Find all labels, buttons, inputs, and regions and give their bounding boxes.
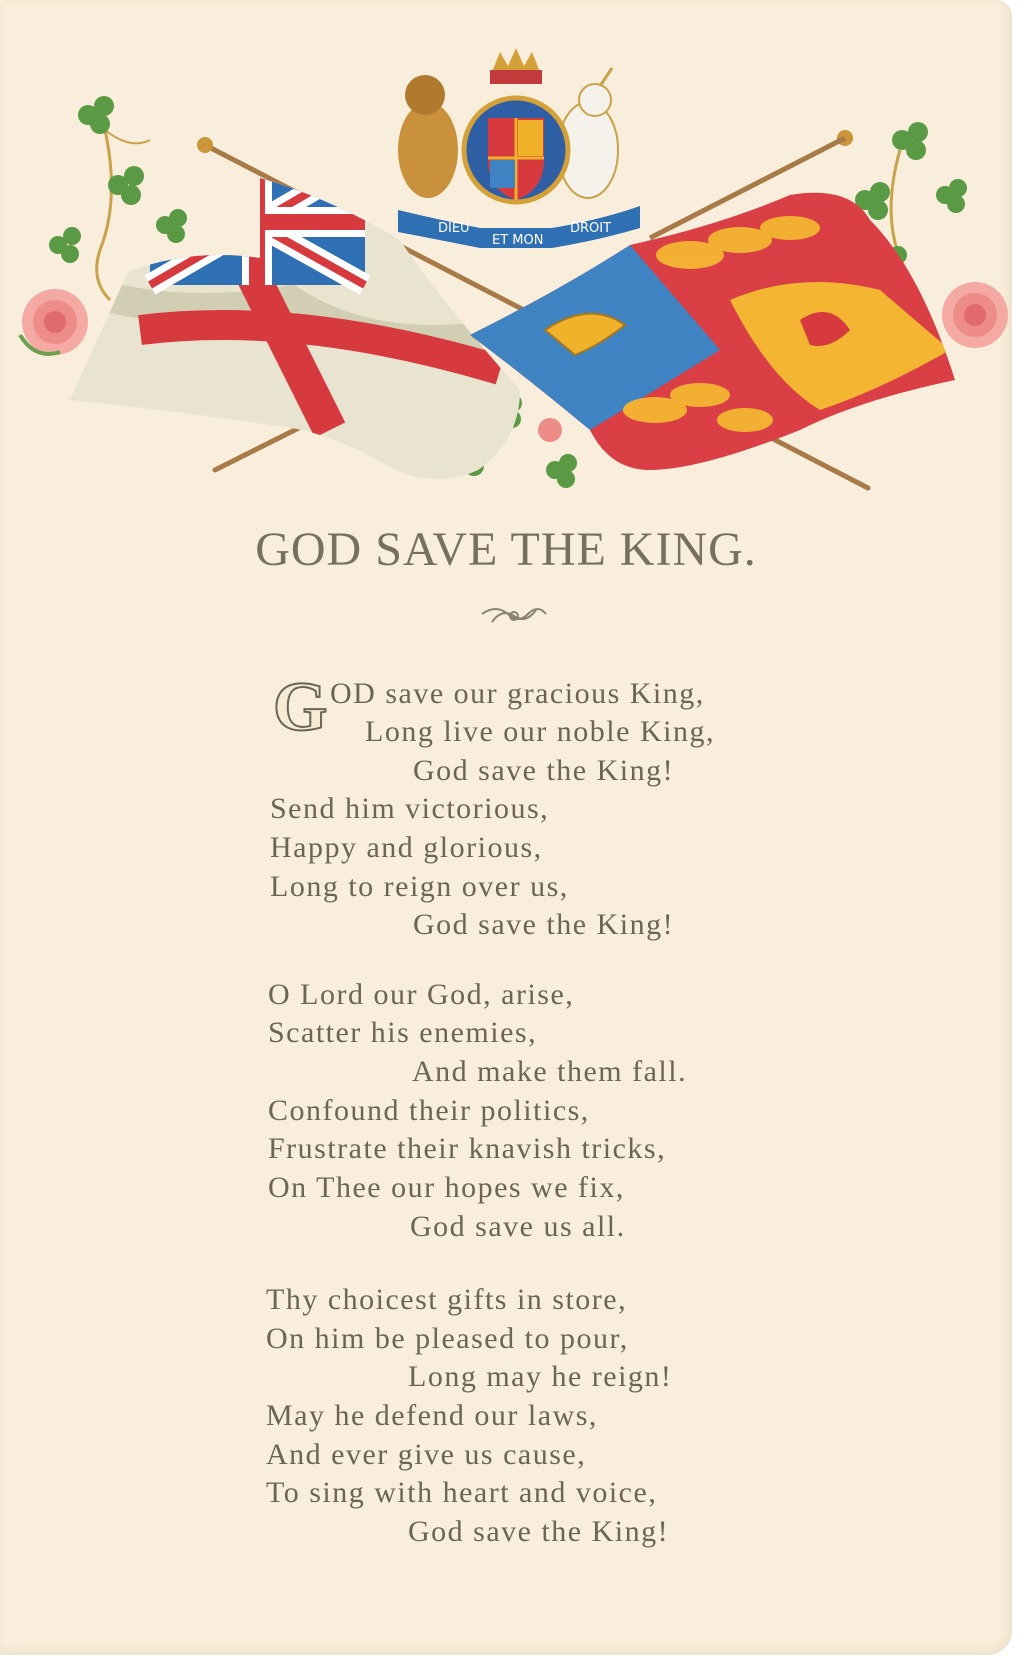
verse-line: God save the King! — [413, 754, 675, 787]
verse-line: On him be pleased to pour, — [266, 1322, 629, 1355]
verse-line: Confound their politics, — [268, 1094, 590, 1127]
verse-line: God save us all. — [410, 1210, 626, 1243]
verse-line: God save the King! — [413, 908, 675, 941]
motto-right: DROIT — [570, 221, 612, 236]
crossed-flags-illustration — [0, 0, 1012, 510]
drop-cap: G — [273, 669, 328, 746]
verse-line: Send him victorious, — [270, 792, 550, 825]
verse-line: Long live our noble King, — [365, 715, 715, 748]
verse-line: OD save our gracious King, — [330, 677, 705, 710]
verse-line: To sing with heart and voice, — [266, 1476, 658, 1509]
motto-ribbon — [398, 206, 640, 248]
verse-line: And make them fall. — [412, 1055, 688, 1088]
verse-line: Long to reign over us, — [270, 870, 569, 903]
verse-line: On Thee our hopes we fix, — [268, 1171, 625, 1204]
verse-line: Scatter his enemies, — [268, 1016, 538, 1049]
verse-line: Thy choicest gifts in store, — [266, 1283, 628, 1316]
knot-ornament-icon — [478, 600, 550, 630]
rose-left-icon — [20, 289, 88, 355]
verse-line: God save the King! — [408, 1515, 670, 1548]
verse-line: Happy and glorious, — [270, 831, 543, 864]
verse-line: Long may he reign! — [408, 1360, 673, 1393]
royal-coat-of-arms-icon — [398, 48, 618, 202]
verse-line: O Lord our God, arise, — [268, 978, 575, 1011]
motto-left: DIEU — [438, 221, 470, 236]
verse-line: May he defend our laws, — [266, 1399, 598, 1432]
white-ensign-flag — [60, 160, 530, 500]
page-title: GOD SAVE THE KING. — [255, 523, 757, 576]
verse-line: Frustrate their knavish tricks, — [268, 1132, 667, 1165]
motto-center: ET MON — [492, 233, 544, 248]
rose-right-icon — [942, 282, 1008, 348]
verse-line: And ever give us cause, — [266, 1438, 587, 1471]
